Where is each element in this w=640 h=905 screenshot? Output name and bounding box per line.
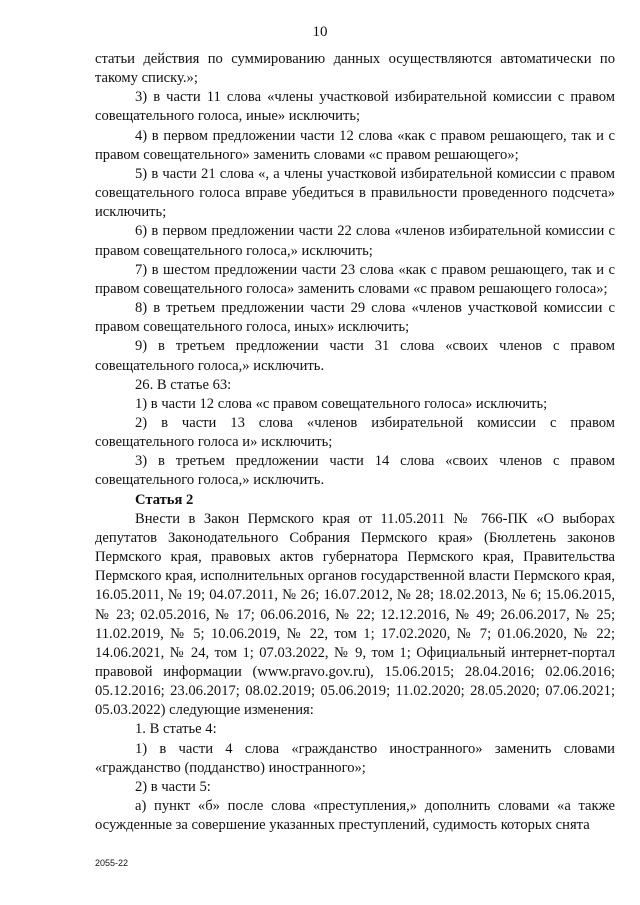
paragraph: 1) в части 4 слова «гражданство иностранного» заменить словами «гражданство (подданство) иностранного»; [95, 740, 615, 776]
paragraph: 6) в первом предложении части 22 слова «членов избирательной комиссии с правом совещательного голоса,» исключить; [95, 223, 615, 259]
paragraph: 26. В статье 63: [135, 376, 232, 393]
paragraph: Внести в Закон Пермского края от 11.05.2011 № 766-ПК «О выборах депутатов Законодательного Собрания Пермского края» (Бюллетень законов Пермского края, правовых актов губернатора Пермского края, Правительства Пермского края, исполнительных органов государственной власти Пермского края, 16.05.2011, № 19; 04.07.2011, № 26; 16.07.2012, № 28; 18.02.2013, № 6; 15.06.2015, № 23; 02.05.2016, № 17; 06.06.2016, № 22; 12.12.2016, № 49; 26.06.2017, № 25; 11.02.2019, № 5; 10.06.2019, № 22, том 1; 17.02.2020, № 7; 01.06.2020, № 22; 14.06.2021, № 24, том 1; 07.03.2022, № 9, том 1; Официальный интернет-портал правовой информации (www.pravo.gov.ru), 15.06.2015; 28.04.2016; 02.06.2016; 05.12.2016; 23.06.2017; 08.02.2019; 05.06.2019; 11.02.2020; 28.05.2020; 07.06.2021; 05.03.2022) следующие изменения: [95, 510, 615, 719]
paragraph: 3) в части 11 слова «члены участковой избирательной комиссии с правом совещательного голоса, иные» исключить; [95, 89, 615, 125]
paragraph: 8) в третьем предложении части 29 слова «членов участковой комиссии с правом совещательного голоса, иных» исключить; [95, 300, 615, 336]
document-code: 2055-22 [95, 858, 129, 868]
paragraph: 1) в части 12 слова «с правом совещательного голоса» исключить; [135, 395, 548, 412]
paragraph: 3) в третьем предложении части 14 слова «своих членов с правом совещательного голоса,» исключить. [95, 453, 615, 489]
document-body [95, 50, 615, 835]
paragraph: статьи действия по суммированию данных осуществляются автоматически по такому списку.»; [95, 51, 615, 87]
paragraph: 2) в части 13 слова «членов избирательной комиссии с правом совещательного голоса и» исключить; [95, 414, 615, 451]
page-number: 10 [312, 24, 328, 40]
paragraph: 1. В статье 4: [135, 721, 217, 738]
paragraph: 5) в части 21 слова «, а члены участковой избирательной комиссии с правом совещательного голоса вправе убедиться в правильности проведенного подсчета» исключить; [95, 165, 615, 221]
paragraph: 7) в шестом предложении части 23 слова «как с правом решающего, так и с правом совещательного голоса» заменить словами «с правом решающего голоса»; [95, 261, 615, 297]
paragraph: а) пункт «б» после слова «преступления,» дополнить словами «а также осужденные за совершение указанных преступлений, судимость которых снята [95, 798, 615, 834]
paragraph: 4) в первом предложении части 12 слова «как с правом решающего, так и с правом совещательного» заменить словами «с правом решающего»; [95, 127, 615, 163]
article-heading: Статья 2 [135, 491, 194, 508]
paragraph: 2) в части 5: [135, 778, 211, 795]
paragraph: 9) в третьем предложении части 31 слова «своих членов с правом совещательного голоса,» исключить. [95, 338, 615, 374]
